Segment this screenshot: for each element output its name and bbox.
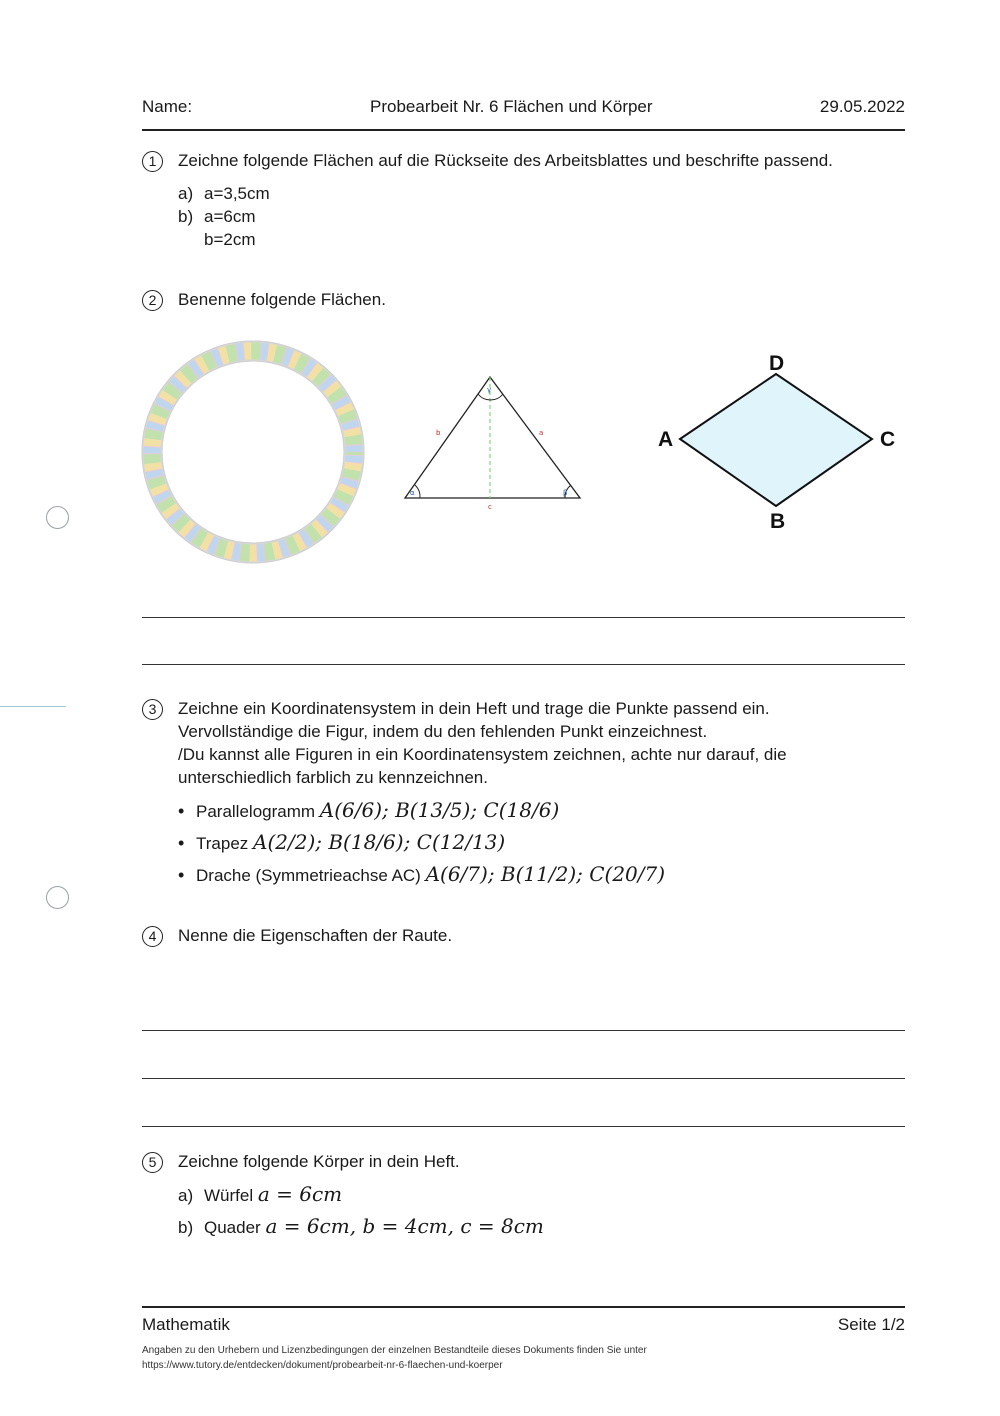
item-label: b) [178,1218,194,1237]
item-value: a=6cm [204,207,256,226]
item-name: Quader [204,1218,261,1237]
q1-item-b-line2: b=2cm [204,230,256,249]
triangle-figure [400,372,586,514]
bullet-icon: • [178,833,185,853]
question-number-2: 2 [142,290,163,311]
item-label: a) [178,1186,194,1205]
question-number-3: 3 [142,699,163,720]
bullet-label: Parallelogramm [196,802,316,821]
vertex-a-label: A [658,428,674,451]
name-label: Name: [142,97,193,116]
bullet-item-parallelogram [178,797,559,825]
question-3-line-2: Vervollständige die Figur, indem du den fehlenden Punkt einzeichnest. [178,722,708,741]
bullet-item-drache [178,861,665,889]
footer-page-number: Seite 1/2 [837,1315,905,1334]
side-a-label: a [539,429,544,437]
question-3-line-4: unterschiedlich farblich zu kennzeichnen. [178,768,488,787]
question-4-text: Nenne die Eigenschaften der Raute. [178,926,453,945]
fold-mark [0,706,66,707]
vertex-d-label: D [769,352,785,375]
footer-subject: Mathematik [142,1315,230,1334]
vertex-c-label: C [880,428,896,451]
q1-item-b [178,205,256,228]
document-title: Probearbeit Nr. 6 Flächen und Körper [370,97,653,116]
bullet-icon: • [178,801,185,821]
bullet-label: Drache (Symmetrieachse AC) [196,866,421,885]
question-number-5: 5 [142,1152,163,1173]
angle-alpha-label: α [410,489,415,497]
bullet-label: Trapez [196,834,249,853]
footer-license-url: https://www.tutory.de/entdecken/dokument/probearbeit-nr-6-flaechen-und-koerper [142,1360,503,1371]
item-math: a = 6cm, b = 4cm, c = 8cm [265,1214,544,1238]
angle-gamma-label: γ [487,386,492,394]
q5-item-b [178,1215,544,1239]
answer-line [142,1030,905,1031]
question-2-text: Benenne folgende Flächen. [178,290,386,309]
answer-line [142,1078,905,1079]
bullet-math: A(6/6); B(13/5); C(18/6) [319,798,560,822]
bullet-icon: • [178,865,185,885]
vertex-b-label: B [770,510,786,533]
answer-line [142,664,905,665]
question-number-4: 4 [142,926,163,947]
item-label: b) [178,207,194,226]
rhombus-figure [650,346,900,534]
bullet-math: A(2/2); B(18/6); C(12/13) [253,830,506,854]
answer-line [142,1126,905,1127]
question-number-1: 1 [142,151,163,172]
answer-line [142,617,905,618]
bullet-item-trapez [178,829,505,857]
document-date: 29.05.2022 [819,97,905,116]
question-5-text: Zeichne folgende Körper in dein Heft. [178,1152,460,1171]
bullet-math: A(6/7); B(11/2); C(20/7) [425,862,666,886]
side-b-label: b [436,429,441,437]
circle-figure [140,340,368,564]
triangle-outline [405,377,580,498]
q1-item-a [178,182,270,205]
item-name: Würfel [204,1186,254,1205]
header-divider [142,129,905,131]
side-c-label: c [488,503,492,511]
angle-beta-label: β [563,489,568,497]
item-math: a = 6cm [257,1182,343,1206]
footer-divider [142,1306,905,1308]
punch-hole-mark [46,886,69,909]
question-3-line-1: Zeichne ein Koordinatensystem in dein Heft und trage die Punkte passend ein. [178,699,770,718]
question-3-line-3: /Du kannst alle Figuren in ein Koordinatensystem zeichnen, achte nur darauf, die [178,745,787,764]
item-label: a) [178,184,194,203]
rhombus-shape [680,374,872,506]
footer-license-note: Angaben zu den Urhebern und Lizenzbedingungen der einzelnen Bestandteile dieses Dokuments finden Sie unter [142,1345,647,1356]
punch-hole-mark [46,506,69,529]
question-1-text: Zeichne folgende Flächen auf die Rückseite des Arbeitsblattes und beschrifte passend. [178,151,833,170]
q5-item-a [178,1183,342,1207]
item-value: a=3,5cm [204,184,270,203]
